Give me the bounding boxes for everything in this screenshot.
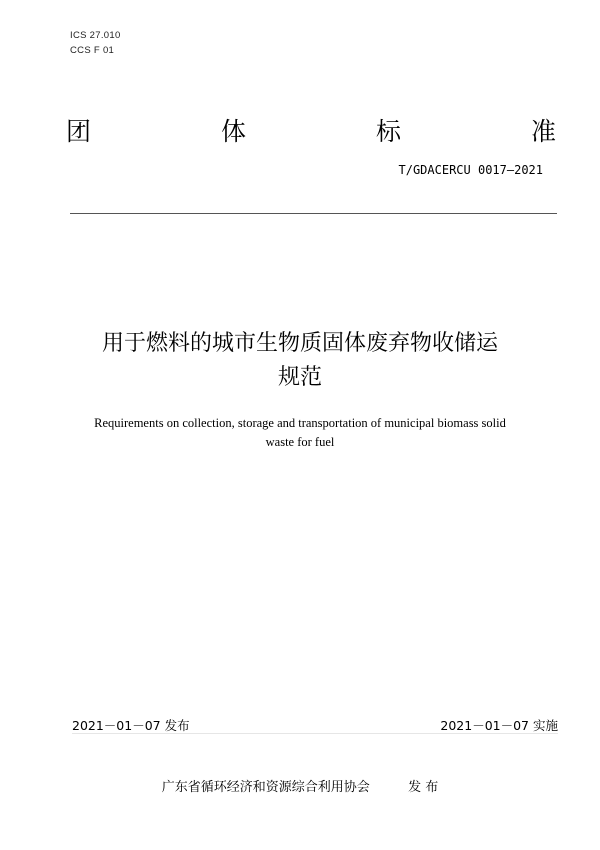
issue-date: 2021－01－07 发布 [72,718,190,733]
title-cn-line: 规范 [277,365,322,390]
standard-kind-char: 标 [375,117,401,146]
divider [70,213,557,214]
title-en [0,414,600,452]
title-cn-line: 用于燃料的城市生物质固体废弃物收储运 [101,331,498,356]
title-en-line: Requirements on collection, storage and transportation of municipal biomass solid [94,416,506,430]
standard-kind-char: 体 [220,117,246,146]
publisher-action: 发 布 [408,780,439,795]
implement-date: 2021－01－07 实施 [440,718,558,733]
publisher-name: 广东省循环经济和资源综合利用协会 [161,780,370,795]
standard-kind [66,112,556,152]
standard-kind-char: 团 [66,117,92,146]
ccs-code: CCS F 01 [70,45,115,56]
publisher [0,776,600,795]
standard-code: T/GDACERCU 0017—2021 [398,163,543,177]
title-cn [0,327,600,395]
date-divider [72,733,558,734]
title-en-line: waste for fuel [265,435,335,449]
ics-code: ICS 27.010 [70,30,121,41]
standard-kind-char: 准 [530,117,556,146]
